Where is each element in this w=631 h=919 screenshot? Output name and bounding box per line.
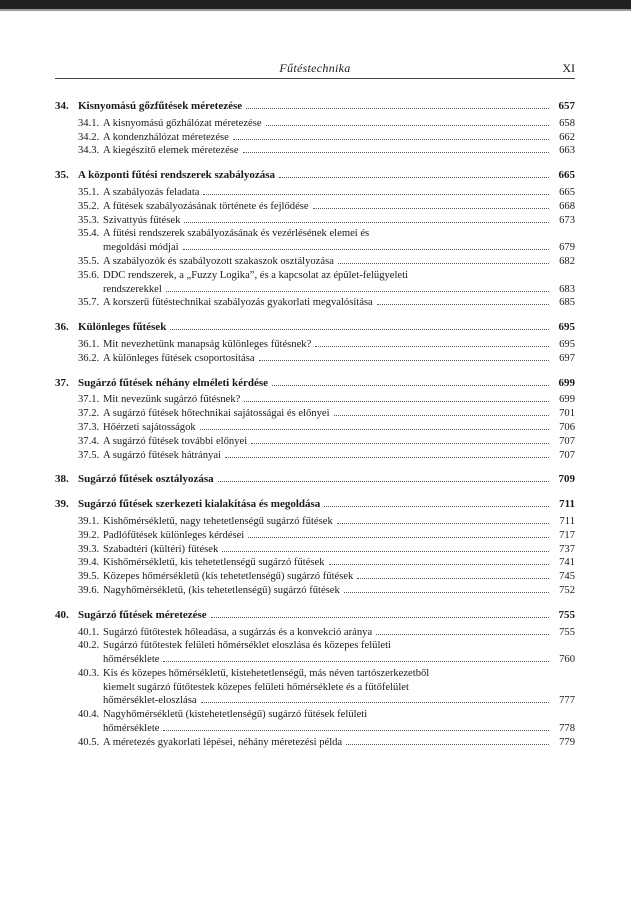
- section-number: 40.3.: [78, 667, 100, 679]
- section-page: 663: [559, 145, 575, 157]
- section-page: 707: [559, 435, 575, 447]
- section-title: A fűtési rendszerek szabályozásának és vezérlésének elemei és: [103, 228, 370, 240]
- section-number: 34.3.: [78, 145, 100, 157]
- chapter-number: 40.: [55, 608, 69, 621]
- dot-leader: [225, 457, 549, 458]
- section-number: 39.6.: [78, 584, 100, 596]
- toc-chapter: [55, 169, 575, 310]
- dot-leader: [163, 730, 549, 731]
- chapter-title: Sugárzó fűtések néhány elméleti kérdése: [78, 376, 269, 389]
- toc-entry: [55, 117, 575, 131]
- toc-entry: [55, 529, 575, 543]
- section-page: 706: [559, 421, 575, 433]
- section-number: 36.2.: [78, 352, 100, 364]
- section-title: Kishőmérsékletű, nagy tehetetlenségű sugárzó fűtések: [103, 515, 333, 527]
- dot-leader: [337, 523, 549, 524]
- toc-entry: [55, 708, 575, 722]
- section-number: 35.6.: [78, 269, 100, 281]
- section-page: 711: [559, 515, 575, 527]
- section-page: 777: [559, 695, 575, 707]
- chapter-title: A központi fűtési rendszerek szabályozása: [78, 169, 275, 182]
- section-number: 35.3.: [78, 214, 100, 226]
- dot-leader: [344, 592, 549, 593]
- section-number: 35.4.: [78, 228, 100, 240]
- toc-entry-continued: [103, 241, 575, 255]
- section-title: Kis és közepes hőmérsékletű, kistehetetlenségű, más néven tartószerkezetből: [103, 667, 430, 679]
- toc-entry: [55, 186, 575, 200]
- dot-leader: [376, 634, 549, 635]
- section-number: 37.4.: [78, 435, 100, 447]
- section-page: 760: [559, 654, 575, 666]
- chapter-number: 37.: [55, 376, 69, 389]
- section-number: 39.4.: [78, 557, 100, 569]
- dot-leader: [324, 506, 549, 507]
- chapter-number: 35.: [55, 169, 69, 182]
- section-title: A kisnyomású gőzhálózat méretezése: [103, 117, 262, 129]
- dot-leader: [183, 249, 549, 250]
- toc-entry: [55, 435, 575, 449]
- section-title: A sugárzó fűtések további előnyei: [103, 435, 248, 447]
- section-page: 658: [559, 117, 575, 129]
- section-title-continued: hőmérséklet-eloszlása: [103, 695, 197, 707]
- chapter-number: 36.: [55, 321, 69, 334]
- chapter-title: Különleges fűtések: [78, 321, 167, 334]
- section-title-continued: rendszerekkel: [103, 283, 162, 295]
- toc-chapter: [55, 609, 575, 750]
- toc-entry: [55, 736, 575, 750]
- toc-entry: [55, 393, 575, 407]
- toc-entry: [55, 255, 575, 269]
- toc-entry: [55, 667, 575, 681]
- section-title: A sugárzó fűtések hátrányai: [103, 449, 221, 461]
- dot-leader: [244, 401, 549, 402]
- section-page: 685: [559, 297, 575, 309]
- section-number: 34.1.: [78, 117, 100, 129]
- toc-entry: [55, 639, 575, 653]
- toc-entry: [55, 421, 575, 435]
- toc-entry: [55, 269, 575, 283]
- section-title: Szivattyús fűtések: [103, 214, 181, 226]
- section-title: Hőérzeti sajátosságok: [103, 421, 196, 433]
- dot-leader: [166, 291, 549, 292]
- section-page: 701: [559, 408, 575, 420]
- section-title: A szabályozás feladata: [103, 186, 200, 198]
- dot-leader: [222, 551, 549, 552]
- chapter-page: 711: [559, 498, 575, 511]
- page-header: [55, 60, 575, 79]
- chapter-heading: [55, 498, 575, 512]
- dot-leader: [357, 578, 549, 579]
- dot-leader: [377, 304, 549, 305]
- section-title: Sugárzó fűtőtestek hőleadása, a sugárzás és a konvekció aránya: [103, 626, 373, 638]
- toc-chapter: [55, 377, 575, 463]
- toc-entry: [55, 543, 575, 557]
- chapter-title: Sugárzó fűtések szerkezeti kialakítása és megoldása: [78, 498, 321, 511]
- toc-entry: [55, 515, 575, 529]
- dot-leader: [170, 329, 549, 330]
- toc-entry: [55, 214, 575, 228]
- dot-leader: [338, 263, 549, 264]
- section-title: Közepes hőmérsékletű (kis tehetetlenségű) sugárzó fűtések: [103, 571, 354, 583]
- section-page: 695: [559, 338, 575, 350]
- section-page: 752: [559, 584, 575, 596]
- section-title: Kishőmérsékletű, kis tehetetlenségű sugárzó fűtések: [103, 557, 325, 569]
- section-number: 40.4.: [78, 709, 100, 721]
- chapter-number: 38.: [55, 473, 69, 486]
- toc-entry: [55, 407, 575, 421]
- section-number: 34.2.: [78, 131, 100, 143]
- section-title: A méretezés gyakorlati lépései, néhány méretezési példa: [103, 736, 343, 748]
- toc-entry: [55, 144, 575, 158]
- chapter-page: 665: [558, 169, 575, 182]
- section-page: 679: [559, 242, 575, 254]
- section-page: 665: [559, 186, 575, 198]
- section-title: A sugárzó fűtések hőtechnikai sajátosságai és előnyei: [103, 408, 330, 420]
- scan-edge-shadow: [0, 9, 631, 11]
- section-number: 39.3.: [78, 543, 100, 555]
- section-page: 779: [559, 736, 575, 748]
- chapter-number: 34.: [55, 100, 69, 112]
- section-page: 741: [559, 557, 575, 569]
- section-number: 40.1.: [78, 626, 100, 638]
- dot-leader: [233, 139, 549, 140]
- chapter-title: Sugárzó fűtések osztályozása: [78, 473, 214, 486]
- section-title: Mit nevezünk sugárzó fűtésnek?: [103, 394, 241, 406]
- section-page: 683: [559, 283, 575, 295]
- section-number: 37.2.: [78, 408, 100, 420]
- dot-leader: [313, 208, 549, 209]
- section-number: 36.1.: [78, 338, 100, 350]
- toc-entry: [55, 296, 575, 310]
- toc-entry: [55, 570, 575, 584]
- section-number: 40.5.: [78, 736, 100, 748]
- dot-leader: [346, 744, 549, 745]
- dot-leader: [163, 661, 549, 662]
- section-page: 717: [559, 529, 575, 541]
- toc-entry: [55, 556, 575, 570]
- chapter-title: Kisnyomású gőzfűtések méretezése: [78, 100, 243, 112]
- chapter-page: 695: [558, 321, 575, 334]
- dot-leader: [248, 537, 549, 538]
- chapter-page: 755: [558, 608, 575, 621]
- dot-leader: [211, 617, 549, 618]
- chapter-heading: [55, 169, 575, 183]
- toc-entry: [55, 626, 575, 640]
- section-number: 35.1.: [78, 186, 100, 198]
- section-page: 778: [559, 723, 575, 735]
- toc-entry: [55, 227, 575, 241]
- running-title: Fűtéstechnika: [279, 61, 351, 75]
- dot-leader: [315, 346, 549, 347]
- chapter-page: 657: [558, 100, 575, 112]
- section-page: 755: [559, 626, 575, 638]
- toc-entry: [55, 449, 575, 463]
- scan-top-border: [0, 0, 631, 9]
- toc-entry: [55, 584, 575, 598]
- section-page: 699: [559, 394, 575, 406]
- section-title: Nagyhőmérsékletű, (kis tehetetlenségű) sugárzó fűtések: [103, 584, 340, 596]
- section-title: Szabadtéri (kültéri) fűtések: [103, 543, 219, 555]
- dot-leader: [272, 385, 549, 386]
- dot-leader: [203, 194, 549, 195]
- toc-entry: [55, 131, 575, 145]
- toc-chapter: [55, 100, 575, 158]
- dot-leader: [251, 443, 549, 444]
- section-title-continued: megoldási módjai: [103, 242, 179, 254]
- section-page: 662: [559, 131, 575, 143]
- section-title: A szabályozók és szabályozott szakaszok osztályozása: [103, 255, 334, 267]
- section-page: 682: [559, 255, 575, 267]
- section-number: 39.5.: [78, 571, 100, 583]
- dot-leader: [218, 481, 549, 482]
- dot-leader: [200, 429, 549, 430]
- chapter-heading: [55, 609, 575, 623]
- toc-entry: [55, 200, 575, 214]
- dot-leader: [266, 125, 549, 126]
- chapter-heading: [55, 100, 575, 114]
- section-title-continued: hőmérséklete: [103, 654, 160, 666]
- section-title: Padlófűtések különleges kérdései: [103, 529, 245, 541]
- section-title: DDC rendszerek, a „Fuzzy Logika”, és a kapcsolat az épület-felügyeleti: [103, 269, 409, 281]
- section-title: A különleges fűtések csoportosítása: [103, 352, 255, 364]
- toc-entry: [55, 338, 575, 352]
- section-page: 668: [559, 200, 575, 212]
- toc-chapter: [55, 498, 575, 598]
- section-page: 673: [559, 214, 575, 226]
- chapter-title: Sugárzó fűtések méretezése: [78, 608, 207, 621]
- section-number: 37.3.: [78, 421, 100, 433]
- section-number: 40.2.: [78, 640, 100, 652]
- toc-chapter: [55, 321, 575, 365]
- dot-leader: [259, 360, 549, 361]
- dot-leader: [243, 152, 549, 153]
- toc-entry-continued: [103, 722, 575, 736]
- toc-entry-continued: [103, 283, 575, 297]
- section-number: 37.5.: [78, 449, 100, 461]
- section-number: 37.1.: [78, 394, 100, 406]
- dot-leader: [334, 415, 549, 416]
- dot-leader: [329, 564, 549, 565]
- toc-entry: [55, 352, 575, 366]
- dot-leader: [246, 108, 549, 109]
- chapter-page: 709: [558, 473, 575, 486]
- section-number: 35.7.: [78, 297, 100, 309]
- toc-entry-continued: [103, 694, 575, 708]
- dot-leader: [279, 177, 549, 178]
- page-number: XI: [562, 61, 575, 75]
- dot-leader: [201, 702, 549, 703]
- table-of-contents: [55, 100, 575, 761]
- section-title: A kiegészítő elemek méretezése: [103, 145, 239, 157]
- chapter-heading: [55, 473, 575, 487]
- section-title: Mit nevezhetünk manapság különleges fűtésnek?: [103, 338, 312, 350]
- toc-entry-continued: [103, 653, 575, 667]
- chapter-heading: [55, 321, 575, 335]
- section-title-continued: hőmérséklete: [103, 723, 160, 735]
- toc-chapter: [55, 473, 575, 487]
- section-title: Sugárzó fűtőtestek felületi hőmérséklet eloszlása és közepes felületi: [103, 640, 391, 652]
- section-title: A fűtések szabályozásának története és fejlődése: [103, 200, 309, 212]
- section-title: A korszerű fűtéstechnikai szabályozás gyakorlati megvalósítása: [103, 297, 373, 309]
- chapter-heading: [55, 377, 575, 391]
- chapter-page: 699: [558, 376, 575, 389]
- dot-leader: [184, 222, 549, 223]
- section-number: 39.1.: [78, 515, 100, 527]
- section-page: 745: [559, 571, 575, 583]
- section-page: 737: [559, 543, 575, 555]
- section-number: 39.2.: [78, 529, 100, 541]
- chapter-number: 39.: [55, 498, 69, 511]
- section-page: 697: [559, 352, 575, 364]
- section-number: 35.5.: [78, 255, 100, 267]
- section-title-continued: kiemelt sugárzó fűtőtestek közepes felületi hőmérséklete és a fűtőfelület: [103, 681, 409, 693]
- section-number: 35.2.: [78, 200, 100, 212]
- section-page: 707: [559, 449, 575, 461]
- section-title: A kondenzhálózat méretezése: [103, 131, 229, 143]
- section-title: Nagyhőmérsékletű (kistehetetlenségű) sugárzó fűtések felületi: [103, 709, 368, 721]
